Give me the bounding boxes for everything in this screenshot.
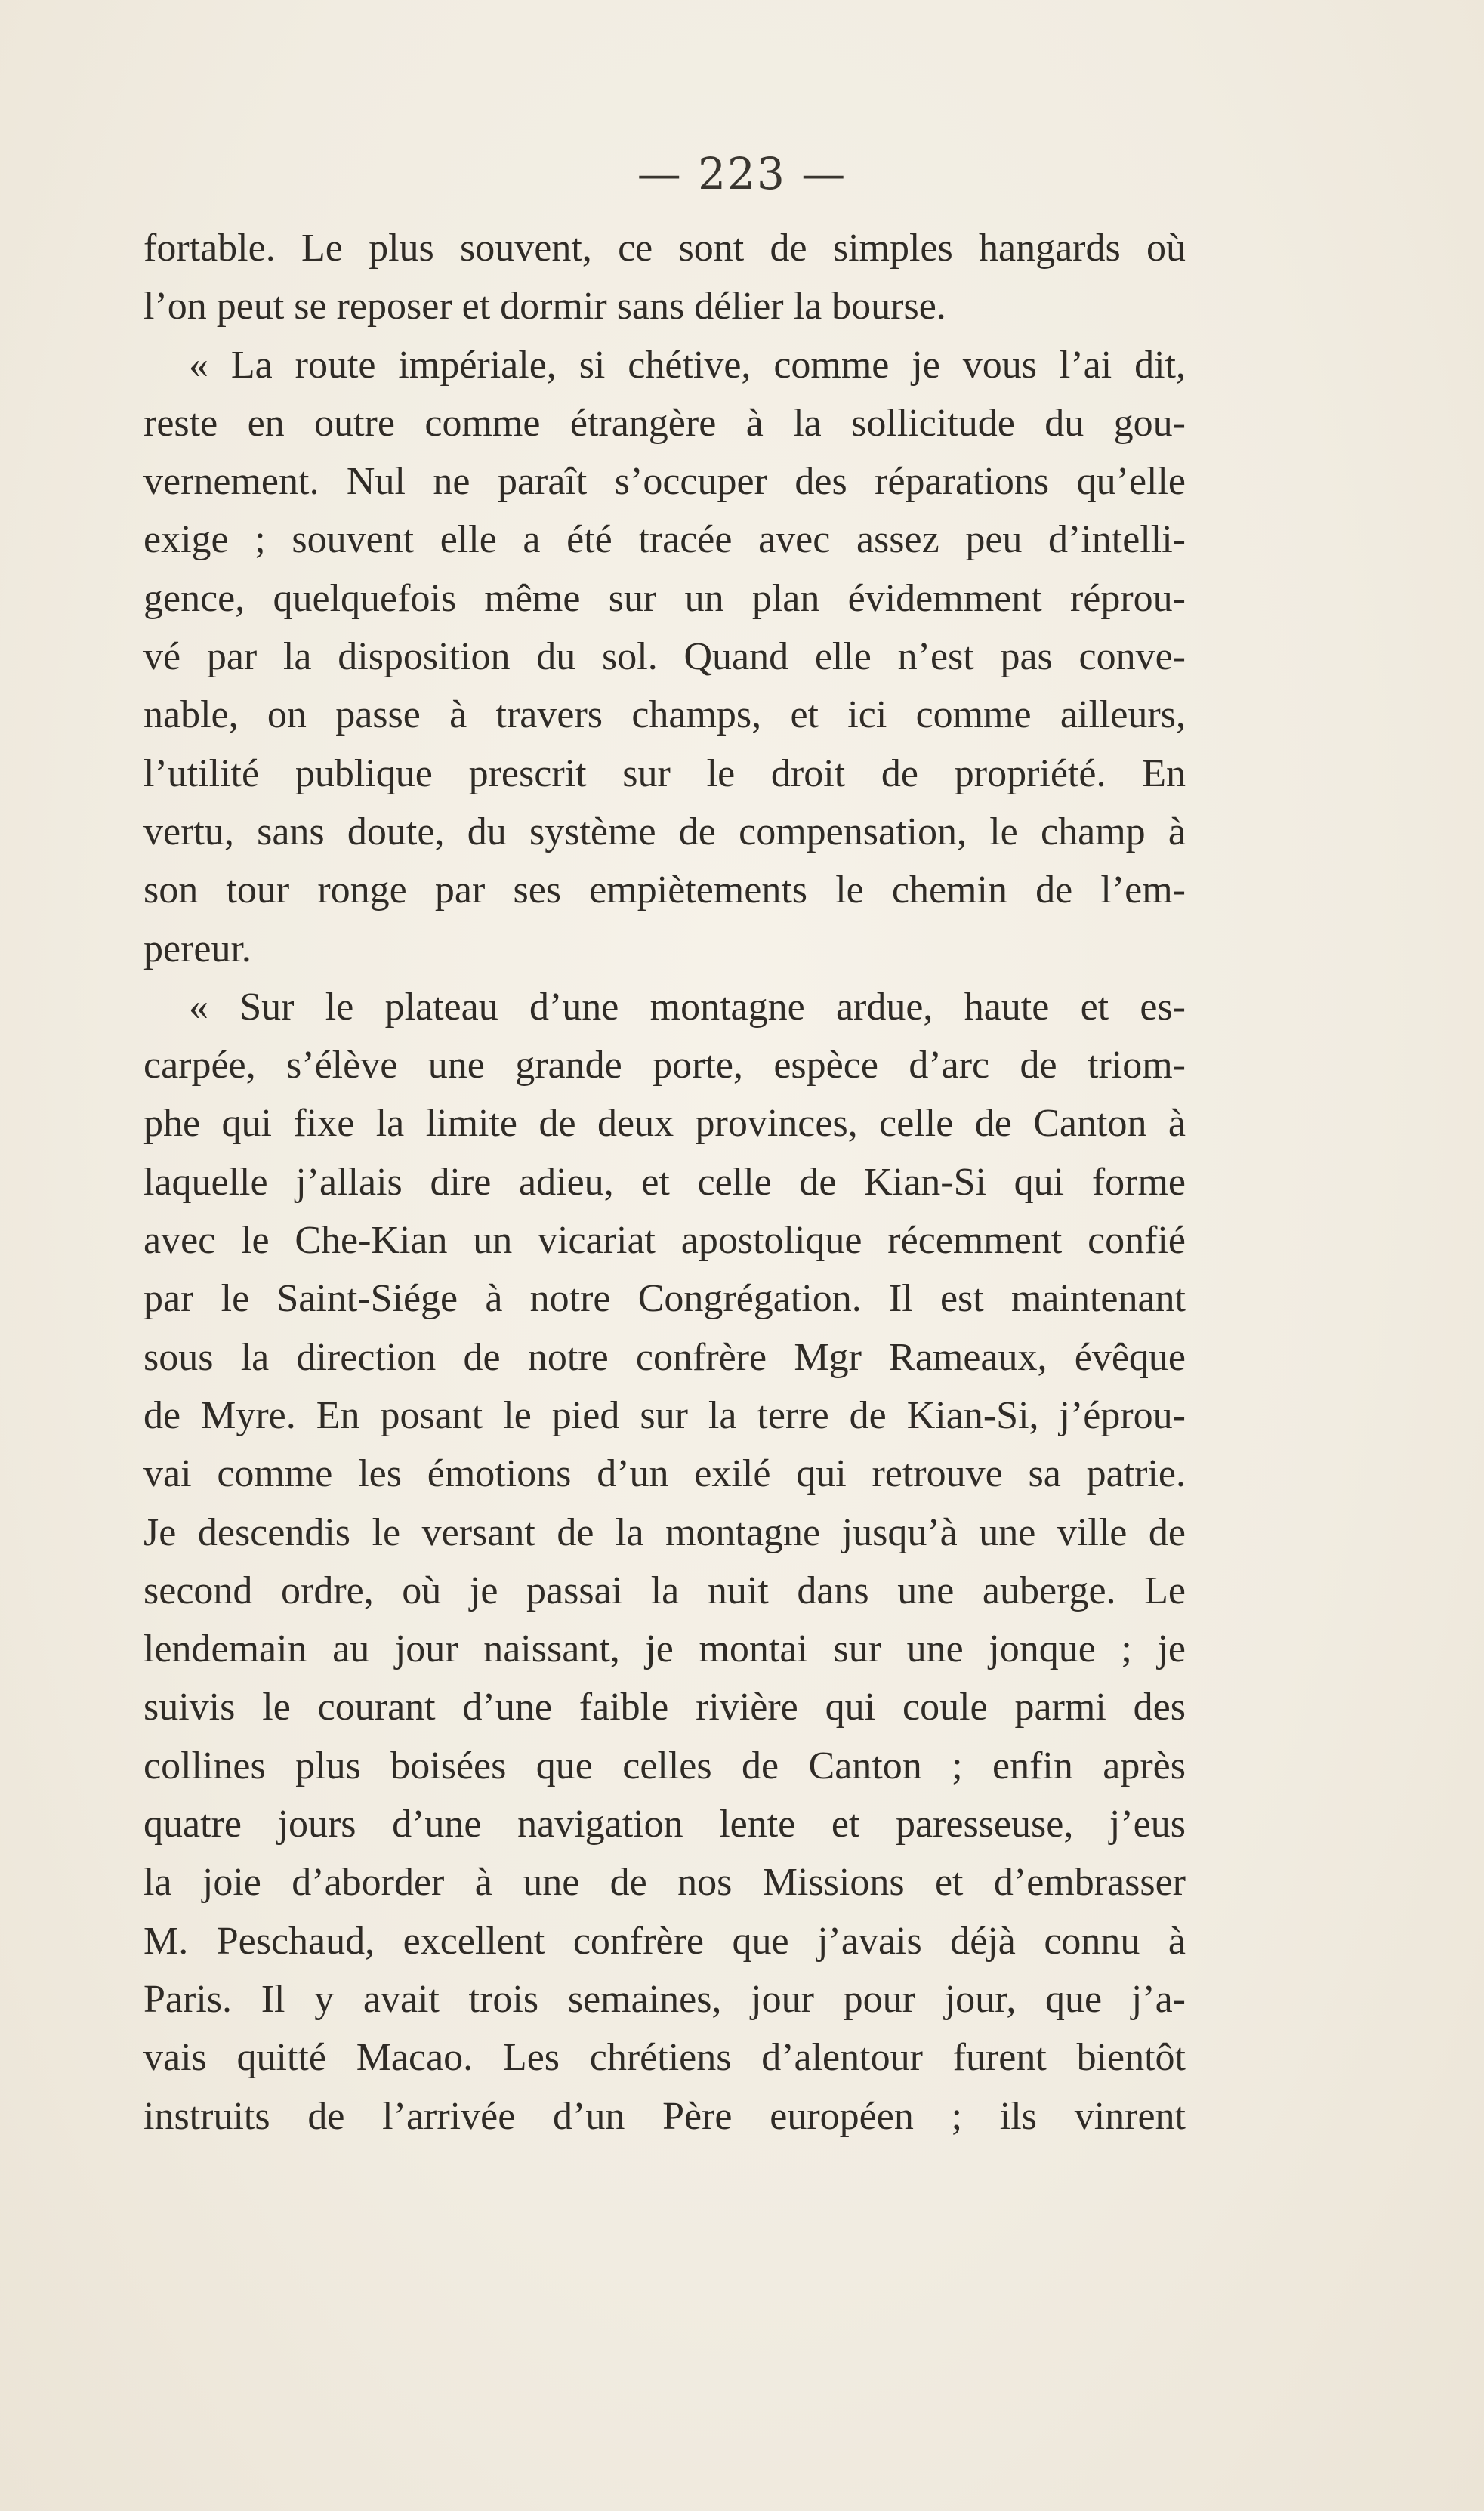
text-line: M. Peschaud, excellent confrère que j’avais déjà connu à: [143, 1919, 1186, 1963]
text-line: lendemain au jour naissant, je montai sur une jonque ; je: [143, 1627, 1186, 1671]
text-line: « Sur le plateau d’une montagne ardue, haute et es-: [189, 985, 1186, 1029]
text-line: l’on peut se reposer et dormir sans délier la bourse.: [143, 285, 946, 329]
text-line: laquelle j’allais dire adieu, et celle de Kian-Si qui forme: [143, 1160, 1186, 1204]
text-line: suivis le courant d’une faible rivière qui coule parmi des: [143, 1686, 1186, 1729]
text-line: la joie d’aborder à une de nos Missions et d’embrasser: [143, 1861, 1186, 1905]
text-line: son tour ronge par ses empiètements le chemin de l’em-: [143, 868, 1186, 912]
text-line: vai comme les émotions d’un exilé qui retrouve sa patrie.: [143, 1452, 1186, 1496]
text-line: exige ; souvent elle a été tracée avec assez peu d’intelli-: [143, 518, 1186, 562]
text-line: phe qui fixe la limite de deux provinces, celle de Canton à: [143, 1102, 1186, 1146]
text-line: vais quitté Macao. Les chrétiens d’alentour furent bientôt: [143, 2036, 1186, 2080]
text-line: nable, on passe à travers champs, et ici comme ailleurs,: [143, 693, 1186, 737]
text-line: vernement. Nul ne paraît s’occuper des réparations qu’elle: [143, 460, 1186, 504]
text-line: sous la direction de notre confrère Mgr Rameaux, évêque: [143, 1335, 1186, 1379]
text-line: « La route impériale, si chétive, comme je vous l’ai dit,: [189, 343, 1186, 387]
text-line: vertu, sans doute, du système de compensation, le champ à: [143, 810, 1186, 853]
text-line: de Myre. En posant le pied sur la terre de Kian-Si, j’éprou-: [143, 1393, 1186, 1437]
text-line: carpée, s’élève une grande porte, espèce d’arc de triom-: [143, 1044, 1186, 1087]
text-line: l’utilité publique prescrit sur le droit de propriété. En: [143, 751, 1186, 795]
page-text: [143, 219, 1186, 2145]
text-line: quatre jours d’une navigation lente et paresseuse, j’eus: [143, 1803, 1186, 1846]
text-line: reste en outre comme étrangère à la sollicitude du gou-: [143, 401, 1186, 445]
text-line: Je descendis le versant de la montagne jusqu’à une ville de: [143, 1510, 1186, 1554]
text-line: vé par la disposition du sol. Quand elle n’est pas conve-: [143, 635, 1186, 679]
text-line: pereur.: [143, 927, 251, 970]
text-line: collines plus boisées que celles de Canton ; enfin après: [143, 1744, 1186, 1788]
text-line: Paris. Il y avait trois semaines, jour pour jour, que j’a-: [143, 1977, 1186, 2021]
text-line: instruits de l’arrivée d’un Père européen ; ils vinrent: [143, 2094, 1186, 2138]
text-line: par le Saint-Siége à notre Congrégation. Il est maintenant: [143, 1277, 1186, 1321]
text-line: avec le Che-Kian un vicariat apostolique récemment confié: [143, 1219, 1186, 1263]
page-number: — 223 —: [637, 148, 847, 199]
text-line: fortable. Le plus souvent, ce sont de simples hangards où: [143, 227, 1186, 270]
text-line: second ordre, où je passai la nuit dans une auberge. Le: [143, 1569, 1186, 1612]
text-line: gence, quelquefois même sur un plan évidemment réprou-: [143, 576, 1186, 620]
